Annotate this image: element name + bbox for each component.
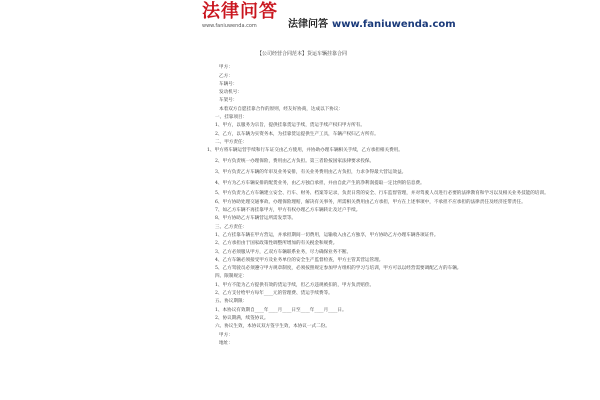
clause-line: 1、本协议有效期自____年____月____日至____年____月____日。 <box>215 307 347 313</box>
clause-line: 6、甲方协助处理交通事故、办理保险理赔，解决有关事务，所需相关费用由乙方承担，甲方在上述事项中，不承担不应承担的法律责任及经济连带责任。 <box>215 199 526 205</box>
clause-line: 六、协议生效，本协议双方签字生效，本协议一式二份。 <box>215 324 330 330</box>
party-b-line: 乙方： <box>219 73 233 79</box>
site-name: 法律问答 <box>288 19 328 30</box>
section-heading: 一、挂靠项目： <box>215 115 248 121</box>
clause-line: 1、乙方挂靠车辆在甲方营运，并承担期间一切费用，运输收入由乙方独享，甲方协助乙方办理车辆各项证件。 <box>215 232 439 238</box>
clause-line: 1、甲方将车辆运营手续和行车证交由乙方使用，并协助办理车辆相关手续，乙方承担相关费用。 <box>207 148 403 154</box>
vehicle-number-line: 车辆号： <box>219 81 238 87</box>
site-header-banner[interactable] <box>200 1 456 39</box>
signature-address: 地址： <box>219 340 233 346</box>
contract-document <box>207 50 549 348</box>
clause-line: 8、甲方协助乙方车辆营运所需发票等。 <box>215 216 297 222</box>
signature-party-a: 甲方： <box>219 332 233 338</box>
clause-line: 7、如乙方车辆不再挂靠甲方，甲方有权办理乙方车辆转让及过户手续。 <box>215 208 361 214</box>
document-title: 【公司经营合同范本】货运车辆挂靠合同 <box>256 51 347 57</box>
clause-line: 2、甲方负责统一办理保险，费用由乙方负担。第三者险按国家法律要求投保。 <box>215 159 375 165</box>
engine-number-line: 发动机号： <box>219 90 242 96</box>
section-heading: 五、协议期限： <box>215 299 248 305</box>
frame-number-line: 车架号： <box>219 98 238 104</box>
clause-line: 1、甲方，以服务为宗旨，提供挂靠货运手续，货运手续产权归甲方所有。 <box>215 123 365 129</box>
clause-line: 4、甲方为乙方车辆安排的配货业务，由乙方独自承担，并由自此产生的净利润提取一定比例的信息费。 <box>215 180 425 186</box>
clause-line: 5、甲方负责为乙方车辆建立安全、行车、财务、档案等记录，负责日常的安全、行车监督管理，并对驾驶人员进行必要的法律教育和学习以及相关业务技能的培训。 <box>215 191 549 197</box>
clause-line: 2、乙方，以车辆为实资务本，为挂靠货运提供生产工具，车辆产权归乙方所有。 <box>215 131 379 137</box>
site-url[interactable]: www.faniuwenda.com <box>332 19 456 30</box>
section-heading: 三、乙方责任： <box>215 224 248 230</box>
clause-line: 3、乙方必须服从甲方，乙双方车辆联系业务，尽力确保业务不断。 <box>215 249 352 255</box>
logo-url: www.faniuwenda.com <box>202 23 257 29</box>
section-heading: 二、甲方责任： <box>215 139 248 145</box>
clause-line: 2、乙方支付给甲方每年____元的管理费、货运手续费等。 <box>215 291 333 297</box>
clause-line: 2、乙方承担由于国家政策性调整所增加的有关税金和规费。 <box>215 241 338 247</box>
logo-text: 法律问答 <box>202 1 278 22</box>
preamble: 本着双方自愿挂靠合作的原则，经友好协商，达成以下协议： <box>219 106 344 112</box>
clause-line: 2、协议期满，续签协议。 <box>215 315 269 321</box>
site-title <box>288 19 456 31</box>
clause-line: 3、甲方负责乙方车辆的年审及业务安排，有关业务费用由乙方负担，力求争得最大营运效益。 <box>215 169 407 175</box>
clause-line: 5、乙方驾驶员必须遵守甲方规章制度，必须按照规定参加甲方组织的学习与培训，甲方可以以经营需要调配乙方的车辆。 <box>215 266 462 272</box>
section-heading: 四、限制规定： <box>215 274 248 280</box>
clause-line: 1、甲方不能为乙方提供有效的货运手续，但乙方违规被扣的，甲方负责赔偿。 <box>215 282 375 288</box>
party-a-line: 甲方： <box>219 65 233 71</box>
clause-line: 4、乙方车辆必须接受甲方及业务单位的安全生产监督检查，甲方主管其营运管理。 <box>215 257 384 263</box>
site-logo[interactable] <box>200 1 288 31</box>
